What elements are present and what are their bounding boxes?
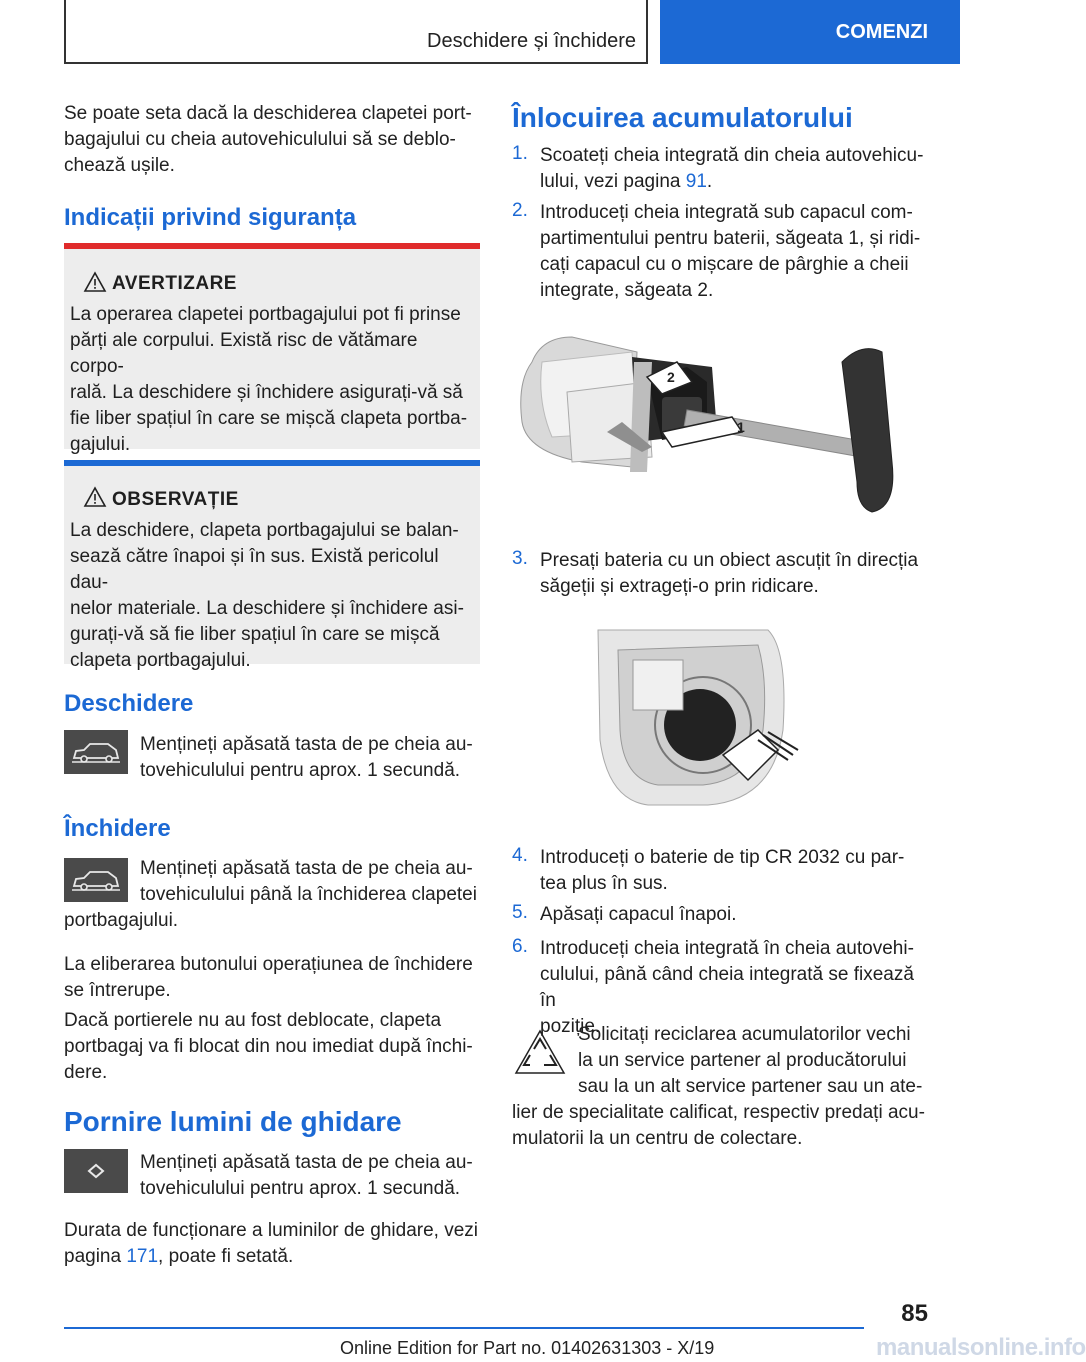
step-3-text <box>540 548 932 600</box>
step-line: săgeții și extrageți-o prin ridicare. <box>540 576 819 597</box>
step-line: poziție. <box>540 1016 601 1037</box>
notice-line: nelor materiale. La deschidere și închidere asi- <box>70 598 464 619</box>
lights-line: tovehiculului pentru aprox. 1 secundă. <box>140 1178 461 1199</box>
step-1-pre: lului, vezi pagina <box>540 171 686 192</box>
step-line: integrate, săgeata 2. <box>540 280 714 301</box>
step-line: partimentului pentru baterii, săgeata 1, și ridi- <box>540 228 921 249</box>
warning-box <box>64 243 480 455</box>
recycle-line: la un service partener al producătorului <box>578 1050 907 1071</box>
step-number: 6. <box>512 936 528 957</box>
duration-paragraph <box>64 1218 484 1270</box>
warning-line: La operarea clapetei portbagajului pot fi prinse <box>70 304 461 325</box>
lights-line: Mențineți apăsată tasta de pe cheia au- <box>140 1152 473 1173</box>
release-line: La eliberarea butonului operațiunea de închidere <box>64 954 473 975</box>
warning-title: AVERTIZARE <box>112 273 237 294</box>
unlock-line: Dacă portierele nu au fost deblocate, clapeta <box>64 1010 442 1031</box>
header-tab-comenzi[interactable] <box>660 0 960 64</box>
release-line: se întrerupe. <box>64 980 171 1001</box>
step-line: Introduceți o baterie de tip CR 2032 cu par- <box>540 847 905 868</box>
recycle-line: sau la un alt service partener sau un ate- <box>578 1076 923 1097</box>
step-line: Presați bateria cu un obiect ascuțit în direcția <box>540 550 919 571</box>
safety-heading: Indicații privind siguranța <box>64 204 357 231</box>
step-number: 5. <box>512 902 528 923</box>
warning-bar <box>64 243 480 249</box>
header-tab-label: COMENZI <box>835 20 928 43</box>
step-line: cați capacul cu o mișcare de pârghie a cheii <box>540 254 909 275</box>
notice-line: La deschidere, clapeta portbagajului se balan- <box>70 520 459 541</box>
recycle-line: mulatorii la un centru de colectare. <box>512 1128 803 1149</box>
intro-line: Se poate seta dacă la deschiderea clapetei port- <box>64 103 472 124</box>
step-number: 2. <box>512 200 528 221</box>
watermark: manualsonline.info <box>876 1334 1086 1361</box>
intro-line: chează ușile. <box>64 155 175 176</box>
close-text-b: portbagajului. <box>64 910 179 931</box>
close-line: Mențineți apăsată tasta de pe cheia au- <box>140 858 473 879</box>
arrow-label-1: 1 <box>737 419 745 435</box>
notice-line: clapeta portbagajului. <box>70 650 251 671</box>
page-91-link[interactable]: 91 <box>685 171 707 192</box>
open-heading: Deschidere <box>64 690 194 717</box>
trunk-close-key-icon <box>64 858 128 902</box>
step-line: Introduceți cheia integrată sub capacul com- <box>540 202 913 223</box>
notice-line: gurați-vă să fie liber spațiul în care se mișcă <box>70 624 440 645</box>
notice-bar <box>64 460 480 466</box>
recycle-icon <box>512 1027 568 1079</box>
header-section-title: Deschidere și închidere <box>427 30 636 52</box>
notice-box <box>64 460 480 671</box>
unlock-line: portbagaj va fi blocat din nou imediat după închi- <box>64 1036 473 1057</box>
release-paragraph <box>64 952 484 1004</box>
notice-triangle-icon <box>84 487 106 507</box>
intro-paragraph <box>64 101 484 179</box>
step-1-text <box>540 143 932 195</box>
unlock-paragraph <box>64 1008 484 1086</box>
notice-text <box>70 518 476 674</box>
lights-text <box>140 1150 480 1202</box>
step-line: culului, până când cheia integrată se fixează în <box>540 964 914 1011</box>
notice-title: OBSERVAȚIE <box>112 489 239 510</box>
duration-pre: pagina <box>64 1246 127 1267</box>
step-line: Introduceți cheia integrată în cheia autovehi- <box>540 938 914 959</box>
close-text-a <box>140 856 480 908</box>
step-number: 3. <box>512 548 528 569</box>
warning-text <box>70 302 476 458</box>
step-2-text <box>540 200 932 304</box>
recycle-text-b <box>512 1100 942 1152</box>
close-line: tovehiculului până la închiderea clapetei <box>140 884 477 905</box>
step-5-text <box>540 902 932 928</box>
footer-edition-text: Online Edition for Part no. 01402631303 - X/19 <box>340 1338 715 1358</box>
step-1-post: . <box>706 171 713 192</box>
key-battery-cover-illustration <box>512 322 932 522</box>
close-heading: Închidere <box>64 815 171 842</box>
step-line: Apăsați capacul înapoi. <box>540 904 737 925</box>
footer-rule <box>64 1327 864 1329</box>
step-line: tea plus în sus. <box>540 873 668 894</box>
warning-line: fie liber spațiul în care se mișcă clapeta portba- <box>70 408 468 429</box>
step-line: Scoateți cheia integrată din cheia autovehicu- <box>540 145 924 166</box>
lights-heading: Pornire lumini de ghidare <box>64 1106 402 1137</box>
open-line: Mențineți apăsată tasta de pe cheia au- <box>140 734 473 755</box>
duration-line: Durata de funcționare a luminilor de ghidare, vezi <box>64 1220 479 1241</box>
warning-line: rală. La deschidere și închidere asigurați-vă să <box>70 382 463 403</box>
step-4-text <box>540 845 932 897</box>
recycle-line: lier de specialitate calificat, respectiv predați acu- <box>512 1102 925 1123</box>
open-text <box>140 732 480 784</box>
intro-line: bagajului cu cheia autovehiculului să se deblo- <box>64 129 456 150</box>
warning-line: părți ale corpului. Există risc de vătămare corpo- <box>70 330 418 377</box>
arrow-label-2: 2 <box>667 369 675 385</box>
warning-line: gajului. <box>70 434 131 455</box>
guide-lights-key-icon <box>64 1149 128 1193</box>
battery-removal-illustration <box>588 620 808 810</box>
step-number: 1. <box>512 143 528 164</box>
unlock-line: dere. <box>64 1062 108 1083</box>
battery-heading: Înlocuirea acumulatorului <box>512 102 853 133</box>
step-number: 4. <box>512 845 528 866</box>
open-line: tovehiculului pentru aprox. 1 secundă. <box>140 760 461 781</box>
recycle-line: Solicitați reciclarea acumulatorilor vechi <box>578 1024 911 1045</box>
step-line <box>540 169 932 195</box>
page-number: 85 <box>901 1300 928 1327</box>
trunk-open-key-icon <box>64 730 128 774</box>
warning-triangle-icon <box>84 272 106 292</box>
recycle-text-a <box>578 1022 934 1100</box>
duration-line <box>64 1244 484 1270</box>
page-171-link[interactable]: 171 <box>126 1246 159 1267</box>
notice-line: sează către înapoi și în sus. Există pericolul dau- <box>70 546 439 593</box>
duration-post: , poate fi setată. <box>158 1246 294 1267</box>
